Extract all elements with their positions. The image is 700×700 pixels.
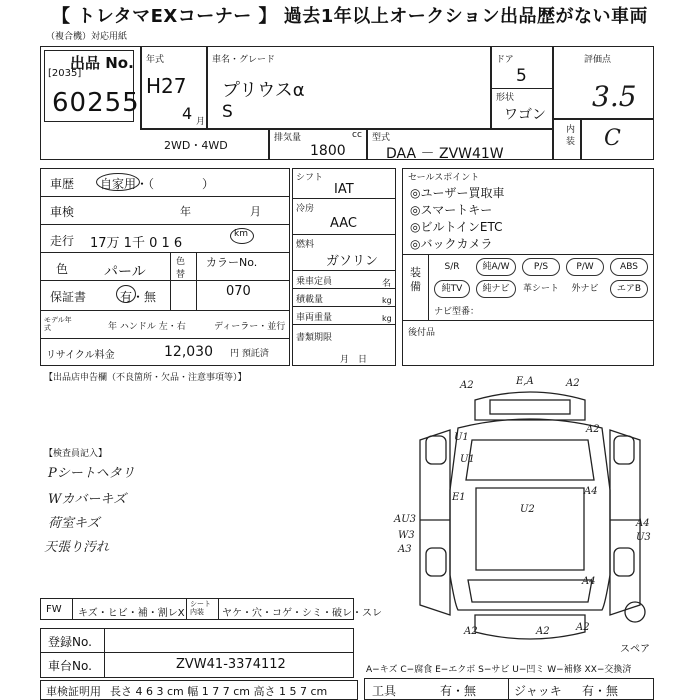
fw-items: キズ・ヒビ・補・割レX	[78, 608, 185, 619]
load-unit: kg	[382, 296, 392, 305]
equip-aw: 純A/W	[476, 258, 516, 276]
inspector-note-3: 荷室キズ	[48, 516, 100, 531]
equip-pw: P/W	[566, 258, 604, 276]
recycle-label: リサイクル料金	[46, 350, 115, 361]
spare-label: スペア	[620, 644, 650, 655]
registration-label: 登録No.	[48, 635, 92, 649]
mark-5: U1	[454, 432, 469, 443]
mileage-label: 走行	[50, 234, 75, 248]
jack-label: ジャッキ	[514, 684, 562, 698]
capacity-label: 乗車定員	[296, 277, 333, 287]
fw-label: FW	[46, 604, 62, 615]
color-change: 色替	[176, 257, 186, 280]
model-year-label: モデル年式	[44, 316, 72, 332]
equip-tv: 純TV	[434, 280, 470, 298]
displacement-value: 1800	[310, 143, 346, 159]
model-label: 型式	[372, 133, 391, 143]
shift-value: IAT	[334, 182, 354, 197]
interior-value: C	[604, 126, 621, 151]
load-label: 積載量	[296, 295, 324, 305]
fuel-label: 燃料	[296, 240, 315, 250]
shape-label: 形状	[496, 93, 515, 103]
lot-number: 60255	[52, 88, 140, 118]
month-value: 4	[182, 104, 193, 123]
equip-leather: 革シート	[523, 284, 560, 294]
color-no-value: 070	[226, 284, 251, 299]
warranty-value: 有・無	[120, 290, 157, 304]
mark-3: A2	[566, 378, 580, 389]
jack-value: 有・無	[582, 684, 619, 698]
inspector-note-2: Wカバーキズ	[48, 492, 127, 507]
mark-4: A2	[586, 424, 600, 435]
door-label: ドア	[496, 55, 514, 65]
mark-7: E1	[452, 492, 466, 503]
mark-15: A4	[582, 576, 596, 587]
capacity-unit: 名	[382, 279, 392, 289]
mark-6: U1	[460, 454, 475, 465]
equip-ps: P/S	[522, 258, 560, 276]
seat-items: ヤケ・穴・コゲ・シミ・破レ・スレ	[222, 608, 382, 619]
frame-label: 車台No.	[48, 659, 92, 673]
equip-abs: ABS	[610, 258, 648, 276]
score-value: 3.5	[592, 80, 637, 113]
color-value: パール	[104, 264, 146, 280]
weight-label: 車両重量	[296, 313, 333, 323]
ac-label: 冷房	[296, 204, 315, 214]
inspection-month-unit: 月	[250, 205, 261, 218]
cc-unit: cc	[352, 130, 362, 140]
mark-1: A2	[460, 380, 474, 391]
sheet-title: 【 トレタマEXコーナー 】 過去1年以上オークション出品歴がない車両	[52, 6, 648, 27]
mark-12: A3	[398, 544, 412, 555]
mark-2: E,A	[516, 376, 534, 387]
interior-label: 内装	[566, 125, 576, 147]
car-name-label: 車名・グレード	[212, 55, 276, 65]
inspector-notes-label: 【検査員記入】	[44, 449, 108, 459]
mark-10: AU3	[394, 514, 417, 525]
handle-label: 年 ハンドル 左・右	[108, 322, 186, 332]
mark-18: A2	[576, 622, 590, 633]
color-no-label: カラーNo.	[206, 256, 258, 269]
weight-unit: kg	[382, 314, 392, 323]
sales-point-1: ◎ユーザー買取車	[410, 186, 505, 200]
door-value: 5	[516, 66, 527, 86]
docs-label: 書類期限	[296, 333, 333, 343]
sales-point-2: ◎スマートキー	[410, 203, 493, 217]
year-label: 年式	[146, 55, 165, 65]
car-name: プリウスα	[222, 80, 305, 101]
mark-8: U2	[520, 504, 535, 515]
fuel-value: ガソリン	[326, 254, 379, 269]
seat-label: シート内装	[190, 600, 211, 616]
equip-navi: 純ナビ	[476, 280, 516, 298]
tools-label: 工具	[372, 684, 397, 698]
sheet-subtitle: （複合機）対応用紙	[46, 32, 128, 42]
recycle-value: 12,030	[164, 344, 213, 360]
equip-sr: S/R	[444, 262, 460, 272]
sales-point-3: ◎ビルトインETC	[410, 220, 503, 234]
inspection-year-unit: 年	[180, 205, 191, 218]
history-label: 車歴	[50, 177, 75, 191]
mark-17: A2	[536, 626, 550, 637]
car-grade: S	[222, 102, 233, 122]
damage-legend: A−キズ C−腐食 E−エクボ S−サビ U−凹ミ W−補修 XX−交換済	[366, 665, 632, 675]
month-unit: 月	[196, 117, 206, 127]
tools-value: 有・無	[440, 684, 477, 698]
mark-14: U3	[636, 532, 651, 543]
shape-value: ワゴン	[504, 107, 546, 123]
km-unit: km	[234, 229, 248, 239]
shift-label: シフト	[296, 173, 324, 183]
model-code: DAA － ZVW41W	[386, 146, 504, 162]
mark-13: A4	[636, 518, 650, 529]
lot-label: 出品 No.	[70, 54, 134, 72]
equip-airbag: エアB	[610, 280, 648, 298]
equip-ext-navi: 外ナビ	[571, 284, 599, 294]
warranty-label: 保証書	[50, 290, 87, 304]
history-value: 自家用・（ ）	[100, 177, 215, 191]
sales-point-4: ◎バックカメラ	[410, 237, 493, 251]
color-label: 色	[56, 262, 69, 276]
drive-type: 2WD・4WD	[164, 139, 228, 152]
ac-value: AAC	[330, 216, 357, 231]
navi-model-label: ナビ型番：	[434, 307, 480, 317]
dimensions: 長さ 4 6 3 cm 幅 1 7 7 cm 高さ 1 5 7 cm	[110, 685, 328, 698]
score-label: 評価点	[584, 55, 612, 65]
inspector-note-4: 天張り汚れ	[44, 540, 110, 555]
cert-label: 車検証明用	[46, 685, 101, 698]
mark-11: W3	[398, 530, 415, 541]
equip-label: 装備	[410, 266, 421, 293]
mileage-value: 17万 1千 0 1 6	[90, 236, 183, 251]
frame-number: ZVW41-3374112	[176, 657, 286, 672]
mark-9: A4	[584, 486, 598, 497]
lot-code: [2035]	[48, 68, 82, 79]
after-parts-label: 後付品	[408, 328, 436, 338]
sales-points-label: セールスポイント	[408, 173, 480, 183]
year-value: H27	[146, 74, 187, 98]
displacement-label: 排気量	[274, 133, 302, 143]
recycle-unit: 円 預託済	[230, 349, 269, 359]
docs-unit: 月 日	[340, 355, 368, 365]
seller-notes-label: 【出品店申告欄（不良箇所・欠品・注意事項等）】	[44, 373, 247, 383]
inspection-label: 車検	[50, 205, 75, 219]
inspector-note-1: Pシートヘタリ	[48, 466, 135, 481]
mark-16: A2	[464, 626, 478, 637]
dealer-label: ディーラー・並行	[214, 322, 286, 332]
